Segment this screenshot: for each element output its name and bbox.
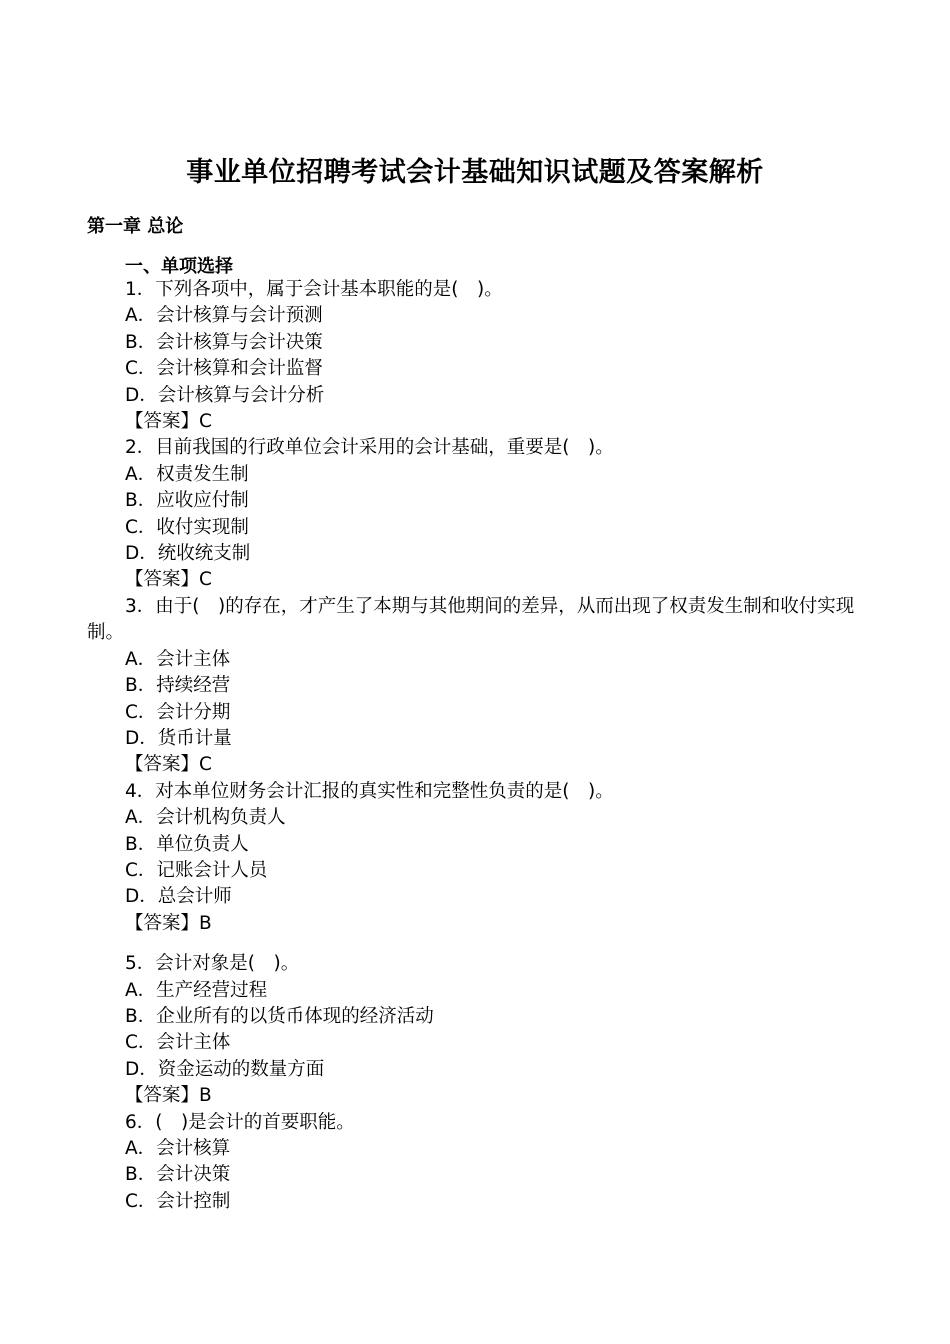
question-answer: 【答案】B	[125, 1085, 212, 1107]
question-option: A．会计核算与会计预测	[125, 305, 323, 327]
question-option: A．权责发生制	[125, 463, 249, 485]
question-option: B．会计核算与会计决策	[125, 331, 323, 353]
question-stem: 6．( )是会计的首要职能。	[125, 1111, 355, 1133]
question-option: C．收付实现制	[125, 516, 249, 538]
question-option: A．生产经营过程	[125, 979, 268, 1001]
question-stem: 4．对本单位财务会计汇报的真实性和完整性负责的是( )。	[125, 780, 614, 802]
question-option: B．企业所有的以货币体现的经济活动	[125, 1005, 434, 1027]
question-option: C．会计分期	[125, 701, 231, 723]
chapter-heading: 第一章 总论	[87, 216, 184, 237]
question-option: D．统收统支制	[125, 543, 251, 565]
question-option: B．持续经营	[125, 675, 231, 697]
question-option: B．应收应付制	[125, 490, 249, 512]
question-option: D．资金运动的数量方面	[125, 1058, 325, 1080]
question-option: D．总会计师	[125, 886, 232, 908]
document-title: 事业单位招聘考试会计基础知识试题及答案解析	[186, 157, 764, 188]
question-option: B．单位负责人	[125, 833, 249, 855]
question-answer: 【答案】C	[125, 411, 212, 433]
question-option: C．记账会计人员	[125, 859, 268, 881]
question-answer: 【答案】C	[125, 569, 212, 591]
question-option: A．会计核算	[125, 1138, 231, 1159]
question-option: C．会计核算和会计监督	[125, 358, 323, 380]
question-list	[87, 277, 877, 1215]
question-option: A．会计主体	[125, 648, 231, 670]
question-option: D．会计核算与会计分析	[125, 384, 325, 406]
question-stem: 5．会计对象是( )。	[125, 953, 300, 975]
question-answer: 【答案】B	[125, 912, 212, 934]
question-option: C．会计控制	[125, 1190, 231, 1212]
question-stem: 1．下列各项中，属于会计基本职能的是( )。	[125, 279, 503, 300]
section-heading: 一、单项选择	[125, 256, 233, 277]
question-option: D．货币计量	[125, 727, 232, 749]
question-option: C．会计主体	[125, 1032, 231, 1054]
question-stem: 3．由于( )的存在，才产生了本期与其他期间的差异，从而出现了权责发生制和收付实现制。	[87, 595, 855, 644]
question-option: A．会计机构负责人	[125, 807, 286, 829]
question-answer: 【答案】C	[125, 754, 212, 776]
question-stem: 2．目前我国的行政单位会计采用的会计基础，重要是( )。	[125, 437, 614, 459]
question-option: B．会计决策	[125, 1164, 231, 1186]
